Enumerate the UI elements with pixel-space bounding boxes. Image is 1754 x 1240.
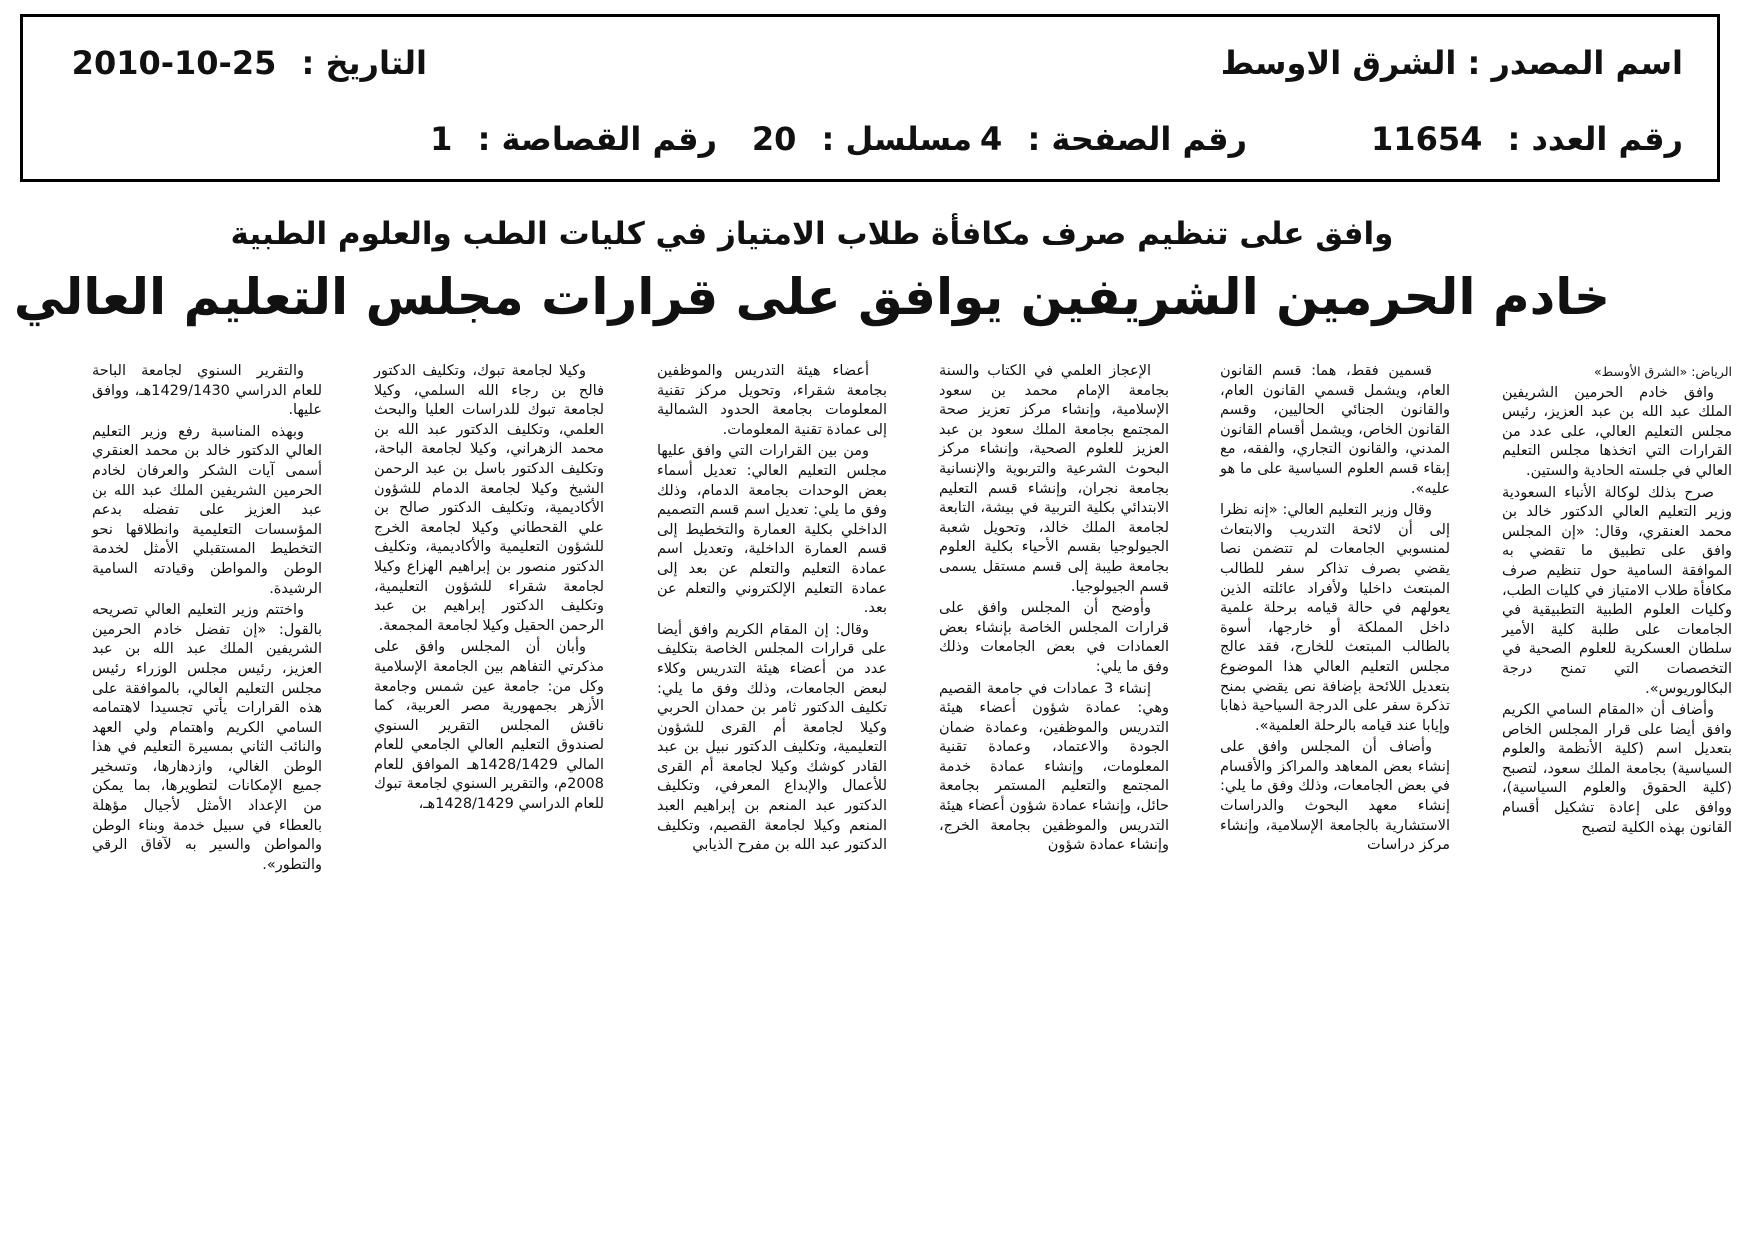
paragraph: وكيلا لجامعة تبوك، وتكليف الدكتور فالح بن رجاء الله السلمي، وكيلا لجامعة تبوك للدراسات العليا والبحث العلمي، وتكليف الدكتور عبد الله بن محمد الزهراني، وكيلا لجامعة الباحة، وتكليف الدكتور باسل بن عبد الرحمن الشيخ وكيلا لجامعة الدمام للشؤون الأكاديمية، وتكليف الدكتور صالح بن علي القحطاني وكيلا لجامعة الخرج للشؤون التعليمية والأكاديمية، وتكليف الدكتور منصور بن إبراهيم الهزاع وكيلا لجامعة شقراء للشؤون التعليمية، وتكليف الدكتور إبراهيم بن عبد الرحمن الحقيل وكيلا لجامعة المجمعة.: [374, 363, 604, 634]
paragraph: قسمين فقط، هما: قسم القانون العام، ويشمل قسمي القانون العام، والقانون الجنائي الحاليين، وقسم القانون الخاص، ويشمل أقسام القانون المدني، والقانون التجاري، والفقه، مع إبقاء قسم العلوم السياسية على ما هو عليه».: [1220, 363, 1450, 497]
serial-field: [752, 119, 972, 159]
article-column-2: [1220, 362, 1450, 858]
paragraph: وقال: إن المقام الكريم وافق أيضا على قرارات المجلس الخاصة بتكليف عدد من أعضاء هيئة التدريس وكلاء لبعض الجامعات، وذلك وفق ما يلي: تكليف الدكتور ثامر بن حمدان الحربي وكيلا لجامعة أم القرى للشؤون التعليمية، وتكليف الدكتور نبيل بن عبد القادر كوشك وكيلا لجامعة أم القرى للأعمال والإبداع المعرفي، وتكليف الدكتور عبد المنعم بن إبراهيم العبد المنعم وكيلا لجامعة القصيم، وتكليف الدكتور عبد الله بن مفرح الذيابي: [657, 621, 887, 854]
metadata-header-box: [20, 14, 1720, 182]
article-subtitle: وافق على تنظيم صرف مكافأة طلاب الامتياز في كليات الطب والعلوم الطبية: [230, 216, 1394, 252]
page-field: [980, 119, 1247, 159]
paragraph: وأضاف أن المجلس وافق على إنشاء بعض المعاهد والمراكز والأقسام في بعض الجامعات، وذلك وفق ما يلي: إنشاء معهد البحوث والدراسات الاستشارية بالجامعة الإسلامية، وإنشاء مركز دراسات: [1220, 739, 1450, 854]
article-headline: خادم الحرمين الشريفين يوافق على قرارات مجلس التعليم العالي: [13, 268, 1611, 326]
paragraph: إنشاء 3 عمادات في جامعة القصيم وهي: عمادة شؤون أعضاء هيئة التدريس والموظفين، وعمادة ضمان الجودة والاعتماد، وعمادة تقنية المعلومات، وإنشاء عمادة خدمة المجتمع والتعليم المستمر بجامعة حائل، وإنشاء عمادة شؤون أعضاء هيئة التدريس والموظفين بجامعة الخرج، وإنشاء عمادة شؤون: [939, 680, 1169, 854]
issue-label: رقم العدد :: [1507, 120, 1683, 158]
paragraph: والتقرير السنوي لجامعة الباحة للعام الدراسي 1429/1430هـ، ووافق عليها.: [92, 363, 322, 419]
paragraph: واختتم وزير التعليم العالي تصريحه بالقول: «إن تفضل خادم الحرمين الشريفين الملك عبد الله بن عبد العزيز، رئيس مجلس الوزراء رئيس مجلس التعليم العالي، بالموافقة على هذه القرارات يأتي تجسيدا لاهتمامه السامي الكريم واهتمام ولي العهد والنائب الثاني بمسيرة التعليم في هذا الوطن الغالي، وازدهارها، وتسخير جميع الإمكانات لتطويرها، بما يمكن من الإعداد الأمثل لأجيال مؤهلة بالعطاء في سبيل خدمة وبناء الوطن والمواطن والسير به لآفاق الرقي والتطور».: [92, 602, 322, 873]
clip-value: 1: [430, 120, 453, 158]
paragraph: صرح بذلك لوكالة الأنباء السعودية وزير التعليم العالي الدكتور خالد بن محمد العنقري، وقال: «إن المجلس وافق على تطبيق ما تقضي به الموافقة السامية حول تنظيم صرف مكافأة طلاب الامتياز في كليات الطب، وكليات العلوم الطبية التطبيقية في الجامعات على طلبة كلية الأمير سلطان العسكرية للعلوم الصحية في التخصصات التي تمنح درجة البكالوريوس».: [1502, 484, 1732, 697]
date-value: 2010-10-25: [71, 44, 277, 82]
paragraph: وأوضح أن المجلس وافق على قرارات المجلس الخاصة بإنشاء بعض العمادات في بعض الجامعات وذلك وفق ما يلي:: [939, 600, 1169, 675]
issue-field: [1371, 119, 1683, 159]
source-label: اسم المصدر :: [1467, 44, 1683, 82]
date-label: التاريخ :: [301, 44, 427, 82]
source-field: [1221, 43, 1683, 83]
paragraph: وأضاف أن «المقام السامي الكريم وافق أيضا على قرار المجلس الخاص بتعديل اسم (كلية الأنظمة والعلوم السياسية) بجامعة الملك سعود، لتصبح (كلية الحقوق والعلوم السياسية)، ووافق على إعادة تشكيل أقسام القانون بهذه الكلية لتصبح: [1502, 702, 1732, 836]
clip-label: رقم القصاصة :: [477, 120, 717, 158]
article-column-3: [939, 362, 1169, 858]
article-column-6: [92, 362, 322, 877]
source-value: الشرق الاوسط: [1220, 44, 1457, 82]
article-column-5: [374, 362, 604, 817]
paragraph: الإعجاز العلمي في الكتاب والسنة بجامعة الإمام محمد بن سعود الإسلامية، وإنشاء مركز تعزيز صحة المجتمع بجامعة الملك سعود بن عبد العزيز للعلوم الصحية، وإنشاء مركز البحوث الشرعية والتربوية والإنسانية بجامعة نجران، وإنشاء قسم التعليم الابتدائي بكلية التربية في بيشة، التابعة لجامعة الملك خالد، وتحويل شعبة الجيولوجيا بقسم الأحياء بكلية العلوم بجامعة طيبة إلى قسم مستقل يسمى قسم الجيولوجيا.: [939, 363, 1169, 595]
paragraph: وافق خادم الحرمين الشريفين الملك عبد الله بن عبد العزيز، رئيس مجلس التعليم العالي، على عدد من القرارات التي اتخذها مجلس التعليم العالي في جلسته الحادية والستين.: [1502, 384, 1732, 479]
paragraph: وأبان أن المجلس وافق على مذكرتي التفاهم بين الجامعة الإسلامية وكل من: جامعة عين شمس وجامعة الأزهر بجمهورية مصر العربية، كما ناقش المجلس التقرير السنوي لصندوق التعليم العالي الجامعي للعام المالي 1428/1429هـ الموافق للعام 2008م، والتقرير السنوي لجامعة تبوك للعام الدراسي 1428/1429هـ،: [374, 639, 604, 813]
page-value: 4: [980, 120, 1003, 158]
dateline: الرياض: «الشرق الأوسط»: [1593, 364, 1732, 379]
serial-label: مسلسل :: [821, 120, 972, 158]
issue-value: 11654: [1371, 120, 1483, 158]
clip-field: [430, 119, 717, 159]
serial-value: 20: [751, 120, 797, 158]
paragraph: وقال وزير التعليم العالي: «إنه نظرا إلى أن لائحة التدريب والابتعاث لمنسوبي الجامعات لم تتضمن نصا يقضي بصرف تذاكر سفر للطالب المبتعث داخليا ولأفراد عائلته الذين يعولهم في حالة قيامه برحلة علمية داخل المملكة أو خارجها، أسوة بالطالب المبتعث للخارج، فقد عالج مجلس التعليم العالي هذا الموضوع بتعديل اللائحة بإضافة نص يقضي بمنح تذكرة سفر على الدرجة السياحية ذهابا وإيابا عند قيامه بالرحلة العلمية».: [1220, 502, 1450, 734]
paragraph: وبهذه المناسبة رفع وزير التعليم العالي الدكتور خالد بن محمد العنقري أسمى آيات الشكر والعرفان لخادم الحرمين الشريفين الملك عبد الله بن عبد العزيز على تفضله بدعم المؤسسات التعليمية وانطلاقها نحو التخطيط المستقبلي الأمثل لخدمة الوطن والمواطن وقيادته السامية الرشيدة.: [92, 423, 322, 597]
article-column-4: [657, 362, 887, 858]
article-body: [27, 362, 1732, 942]
article-column-1: [1502, 362, 1732, 840]
paragraph: أعضاء هيئة التدريس والموظفين بجامعة شقراء، وتحويل مركز تقنية المعلومات بجامعة الحدود الشمالية إلى عمادة تقنية المعلومات.: [657, 363, 887, 438]
paragraph: ومن بين القرارات التي وافق عليها مجلس التعليم العالي: تعديل أسماء بعض الوحدات بجامعة الدمام، وذلك وفق ما يلي: تعديل اسم قسم التصميم الداخلي بكلية العمارة والتخطيط إلى قسم العمارة الداخلية، وتعديل اسم عمادة التعليم والتعلم عن بعد إلى عمادة التعليم الإلكتروني والتعلم عن بعد.: [657, 443, 887, 617]
date-field: [72, 43, 427, 83]
page-label: رقم الصفحة :: [1027, 120, 1247, 158]
